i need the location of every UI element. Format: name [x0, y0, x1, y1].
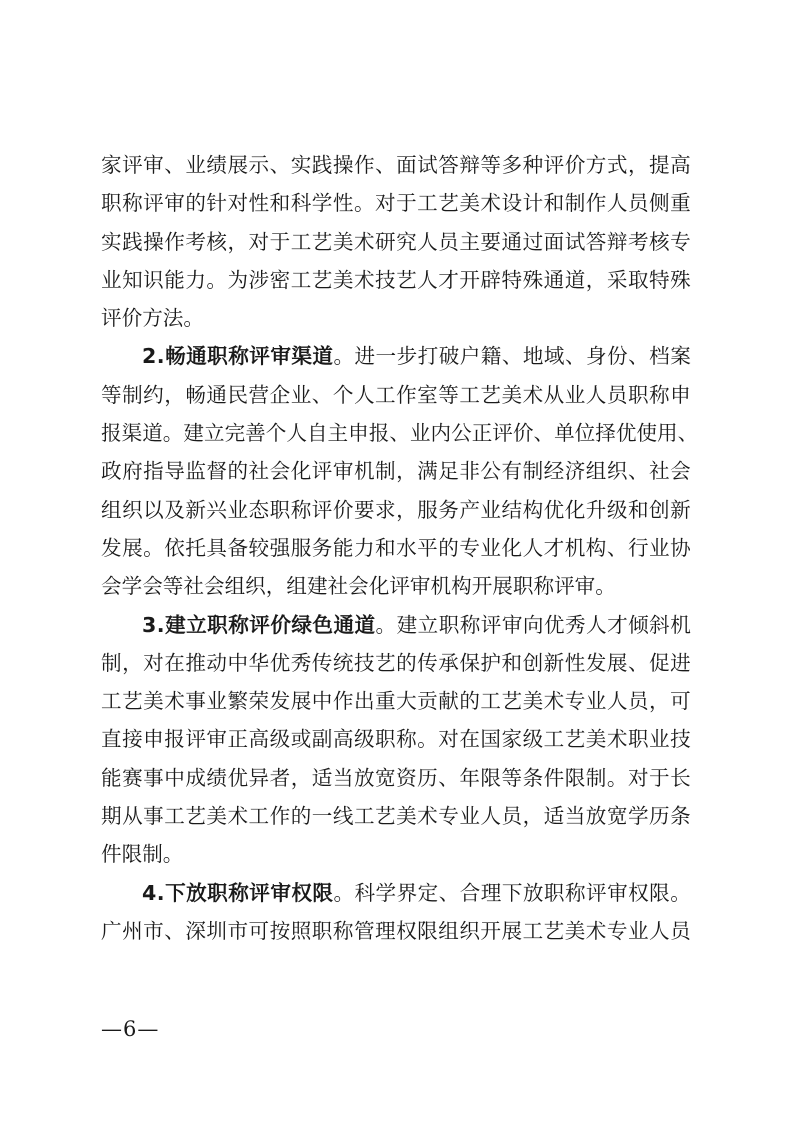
text-line: 报 渠 道 。 建 立 完 善 个 人 自 主 申 报 、 业 内 公 正 评 价 、 单 位 择 优 使 用 、	[101, 421, 699, 446]
text-line: 能 赛 事 中 成 绩 优 异 者 ， 适 当 放 宽 资 历 、 年 限 等 条 件 限 制 。 对 于 长	[101, 765, 691, 790]
body-text	[101, 146, 699, 950]
text-line: 职 称 评 审 的 针 对 性 和 科 学 性 。 对 于 工 艺 美 术 设 计 和 制 作 人 员 侧 重	[101, 191, 691, 216]
text-line: 发 展 。 依 托 具 备 较 强 服 务 能 力 和 水 平 的 专 业 化 人 才 机 构 、 行 业 协	[101, 535, 691, 560]
text-line: 政 府 指 导 监 督 的 社 会 化 评 审 机 制 ， 满 足 非 公 有 制 经 济 组 织 、 社 会	[101, 459, 691, 484]
text-line: 评 价 方 法 。	[101, 306, 204, 331]
text-line: 制 ， 对 在 推 动 中 华 优 秀 传 统 技 艺 的 传 承 保 护 和 创 新 性 发 展 、 促 进	[101, 650, 691, 675]
text-line: 会 学 会 等 社 会 组 织 ， 组 建 社 会 化 评 审 机 构 开 展 职 称 评 审 。	[101, 574, 616, 599]
text-line: 3 . 建 立 职 称 评 价 绿 色 通 道 。 建 立 职 称 评 审 向 优 秀 人 才 倾 斜 机	[142, 612, 691, 637]
text-line: 等 制 约 ， 畅 通 民 营 企 业 、 个 人 工 作 室 等 工 艺 美 术 从 业 人 员 职 称 申	[101, 382, 691, 407]
text-line: 件 限 制 。	[101, 842, 184, 867]
text-line: 2 . 畅 通 职 称 评 审 渠 道 。 进 一 步 打 破 户 籍 、 地 域 、 身 份 、 档 案	[142, 344, 691, 369]
text-line: 直 接 申 报 评 审 正 高 级 或 副 高 级 职 称 。 对 在 国 家 级 工 艺 美 术 职 业 技	[101, 727, 691, 752]
text-line: 期 从 事 工 艺 美 术 工 作 的 一 线 工 艺 美 术 专 业 人 员 ， 适 当 放 宽 学 历 条	[101, 804, 691, 829]
text-line: 组 织 以 及 新 兴 业 态 职 称 评 价 要 求 ， 服 务 产 业 结 构 优 化 升 级 和 创 新	[101, 497, 691, 522]
text-line: 4 . 下 放 职 称 评 审 权 限 。 科 学 界 定 、 合 理 下 放 职 称 评 审 权 限 。	[142, 880, 691, 905]
text-line: 家 评 审 、 业 绩 展 示 、 实 践 操 作 、 面 试 答 辩 等 多 种 评 价 方 式 ， 提 高	[101, 153, 691, 177]
page-number: —6—	[101, 1017, 160, 1041]
text-line: 实 践 操 作 考 核 ， 对 于 工 艺 美 术 研 究 人 员 主 要 通 过 面 试 答 辩 考 核 专	[101, 229, 691, 254]
text-line: 广 州 市 、 深 圳 市 可 按 照 职 称 管 理 权 限 组 织 开 展 工 艺 美 术 专 业 人 员	[101, 918, 691, 943]
text-line: 业 知 识 能 力 。 为 涉 密 工 艺 美 术 技 艺 人 才 开 辟 特 殊 通 道 ， 采 取 特 殊	[101, 267, 691, 292]
text-line: 工 艺 美 术 事 业 繁 荣 发 展 中 作 出 重 大 贡 献 的 工 艺 美 术 专 业 人 员 ， 可	[101, 689, 691, 714]
